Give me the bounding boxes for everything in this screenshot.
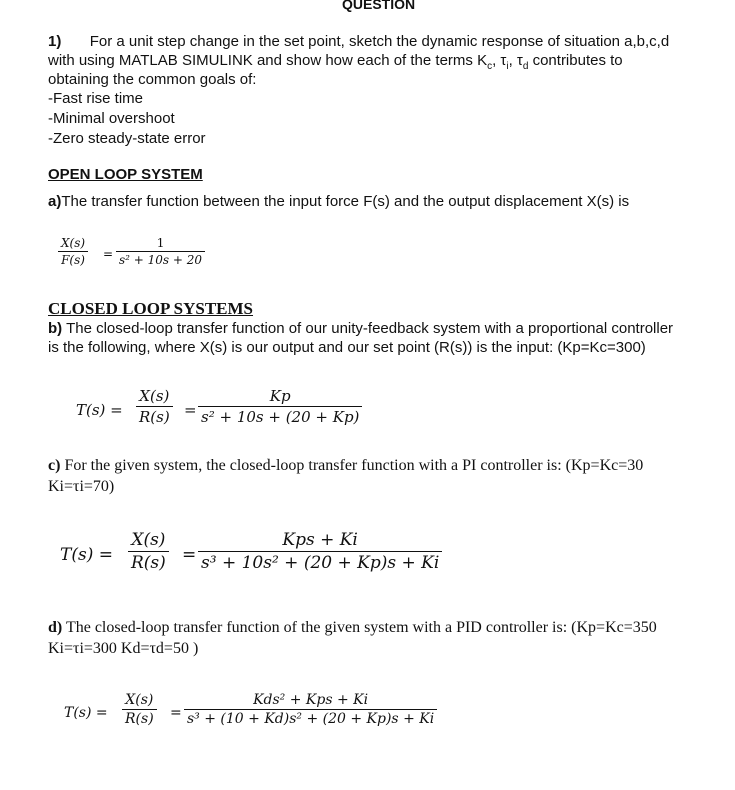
question-text-1: For a unit step change in the set point, sketch the dynamic response of situation a,b,c,d	[89, 33, 670, 50]
part-a-body: The transfer function between the input force F(s) and the output displacement X(s) is	[61, 193, 630, 210]
eq-c-mid: $\frac{X(s)}{R(s)}$	[128, 530, 169, 573]
eq-a-rhs: $\frac{1}{\text{s² + 10s + 20}}$	[116, 236, 205, 267]
question-line-2	[48, 52, 623, 72]
eq-b-mid: $\frac{X(s)}{R(s)}$	[136, 387, 173, 426]
tau-d-label: , τ	[508, 52, 523, 69]
part-a-text	[48, 193, 629, 210]
question-number: 1)	[48, 33, 62, 50]
sub-d: d	[522, 61, 529, 72]
eq-d-T: T(s) =	[64, 705, 108, 721]
eq-c-equals: =	[182, 545, 197, 565]
part-b-label: b)	[48, 320, 63, 337]
question-line-3: obtaining the common goals of:	[48, 71, 257, 88]
eq-c-rhs: Kps + Ki s³ + 10s² + (20 + Kp)s + Ki	[198, 530, 442, 573]
goal-item: -Zero steady-state error	[48, 130, 206, 147]
part-c-line-2: Ki=τi=70)	[48, 478, 115, 495]
part-c-label: c)	[48, 457, 61, 474]
eq-d-equals: =	[170, 705, 182, 721]
question-text-2: with using MATLAB SIMULINK and show how each of the terms K	[48, 52, 488, 69]
closed-loop-heading: CLOSED LOOP SYSTEMS	[48, 299, 254, 318]
tau-i-label: , τ	[492, 52, 507, 69]
part-a-label: a)	[48, 193, 62, 210]
open-loop-heading: OPEN LOOP SYSTEM	[48, 166, 203, 183]
part-d-body-1: The closed-loop transfer function of the given system with a PID controller is: (Kp=Kc=350	[65, 619, 657, 636]
eq-b-equals: =	[184, 401, 197, 419]
goal-item: -Fast rise time	[48, 90, 144, 107]
part-d-label: d)	[48, 619, 63, 636]
part-d-line-2: Ki=τi=300 Kd=τd=50 )	[48, 640, 199, 657]
eq-d-mid: $\frac{X(s)}{R(s)}$	[122, 692, 157, 727]
part-b-line-2: is the following, where X(s) is our output and our set point (R(s)) is the input: (Kp=Kc=300)	[48, 339, 646, 356]
part-b-body-1: The closed-loop transfer function of our unity-feedback system with a proportional controller	[66, 320, 674, 337]
page-title: QUESTION	[342, 0, 416, 12]
eq-b-rhs: $\frac{Kp}{\text{s² + 10s + (20 + Kp)}}$	[198, 387, 362, 426]
part-b-line-1	[48, 320, 673, 337]
part-d-line-1	[48, 619, 657, 637]
eq-d-rhs: Kds² + Kps + Ki s³ + (10 + Kd)s² + (20 + Kp)s + Ki	[184, 692, 437, 727]
eq-a-equals: =	[103, 247, 114, 261]
eq-b-T: T(s) =	[76, 401, 123, 419]
part-c-body-1: For the given system, the closed-loop transfer function with a PI controller is: (Kp=Kc=30	[64, 457, 644, 474]
part-c-line-1	[48, 457, 643, 475]
sub-i: i	[506, 61, 509, 72]
eq-a-lhs: $\frac{X(s)}{F(s)}$	[58, 236, 88, 267]
goal-item: -Minimal overshoot	[48, 110, 175, 127]
eq-c-T: T(s) =	[60, 545, 113, 565]
question-line-1	[48, 33, 669, 50]
question-text-2-end: contributes to	[528, 52, 623, 69]
sub-c: c	[487, 61, 493, 72]
